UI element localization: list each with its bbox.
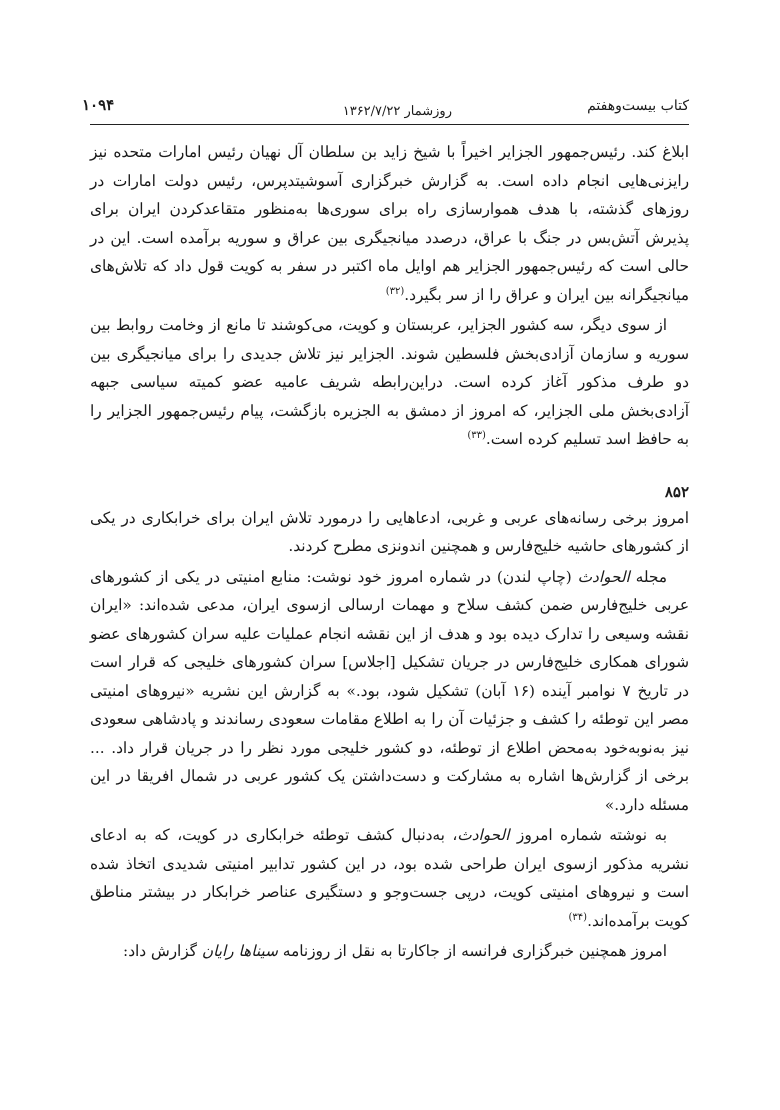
entry-number: ۸۵۲: [664, 482, 689, 501]
paragraph-1: [90, 138, 689, 309]
paragraph-2: [90, 311, 689, 454]
paragraph-2-text: از سوی دیگر، سه کشور الجزایر، عربستان و کویت، می‌کوشند تا مانع از وخامت روابط بین سوریه و سازمان آزادی‌بخش فلسطین شوند. الجزایر نیز تلاش جدیدی را برای میانجیگری بین دو طرف مذکور آغاز کرده است. دراین‌رابطه شریف عامیه عضو کمیته سیاسی جبهه آزادی‌بخش ملی الجزایر، که امروز از دمشق به الجزیره بازگشت، پیام رئیس‌جمهور الجزایر را به حافظ اسد تسلیم کرده است.: [90, 316, 689, 448]
paragraph-4-text: (چاپ لندن) در شماره امروز خود نوشت: منابع امنیتی در یکی از کشورهای عربی خلیج‌فارس ضمن کشف سلاح و مهمات ارسالی ازسوی ایران، مدعی شده‌اند: «ایران نقشه وسیعی را تدارک دیده بود و هدف از این نقشه انجام عملیات علیه سران کشورهای عضو شورای همکاری خلیج‌فارس در جریان تشکیل [اجلاس] سران کشورهای خلیجی که قرار است در تاریخ ۷ نوامبر آینده (۱۶ آبان) تشکیل شود، بود.» به گزارش این نشریه «نیروهای امنیتی مصر این توطئه را کشف و جزئیات آن را به اطلاع مقامات سعودی رساندند و پادشاهی سعودی نیز به‌نوبه‌خود به‌محض اطلاع از توطئه، دو کشور خلیجی مورد نظر را در جریان قرار داد. ... برخی از گزارش‌ها اشاره به مشارکت و دست‌داشتن یک کشور عربی در شمال افریقا در این مسئله دارد.»: [90, 567, 689, 814]
page-number: ۱۰۹۴: [82, 96, 115, 114]
paragraph-6: [90, 937, 689, 966]
footnote-ref-32: (۳۲): [385, 285, 405, 297]
paragraph-5: [90, 821, 689, 935]
paragraph-4: [90, 563, 689, 820]
paragraph-6-lead: امروز همچنین خبرگزاری فرانسه از جاکارتا به نقل از روزنامه: [277, 942, 667, 960]
footnote-ref-34: (۳۴): [568, 911, 588, 923]
paragraph-4-lead: مجله: [629, 567, 667, 586]
paragraph-5-text: ، به‌دنبال کشف توطئه خرابکاری در کویت، که به ادعای نشریه مذکور ازسوی ایران طراحی شده بود، در این کشور تدابیر امنیتی شدیدی اتخاذ شده است و نیروهای امنیتی کویت، درپی جست‌وجو و دستگیری عناصر خرابکار در بیشتر مناطق کویت برآمده‌اند.: [90, 826, 689, 930]
paragraph-1-text: ابلاغ کند. رئیس‌جمهور الجزایر اخیراً با شیخ زاید بن سلطان آل نهیان رئیس امارات متحده نیز رایزنی‌هایی انجام داده است. به گزارش خبرگزاری آسوشیتدپرس، رئیس دولت امارات در روزهای گذشته، با هدف هموارسازی راه برای سوری‌ها به‌منظور متقاعدکردن ایران برای پذیرش آتش‌بس در جنگ با عراق، درصدد میانجیگری بین عراق و سوریه برآمده است. این در حالی است که رئیس‌جمهور الجزایر هم اوایل ماه اکتبر در سفر به کویت قول داد که تلاش‌های میانجیگرانه بین ایران و عراق را از سر بگیرد.: [90, 143, 689, 304]
page-header: [82, 92, 689, 120]
publication-name-alhawadeth-2: الحوادث: [457, 826, 510, 844]
body-text: [90, 138, 689, 968]
publication-name-alhawadeth: الحوادث: [577, 567, 630, 586]
paragraph-3: [90, 504, 689, 561]
paragraph-6-text: گزارش داد:: [123, 942, 202, 960]
diary-date: روزشمار ۱۳۶۲/۷/۲۲: [342, 104, 452, 119]
header-divider: [90, 124, 689, 125]
paragraph-5-lead: به نوشته شماره امروز: [509, 826, 667, 844]
footnote-ref-33: (۳۳): [467, 429, 486, 441]
paragraph-3-text: امروز برخی رسانه‌های عربی و غربی، ادعاهایی را درمورد تلاش ایران برای خرابکاری در یکی از کشورهای حاشیه خلیج‌فارس و همچنین اندونزی مطرح کردند.: [90, 508, 689, 555]
book-title: کتاب بیست‌وهفتم: [587, 98, 689, 114]
newspaper-name: سیناها رایان: [201, 942, 278, 960]
